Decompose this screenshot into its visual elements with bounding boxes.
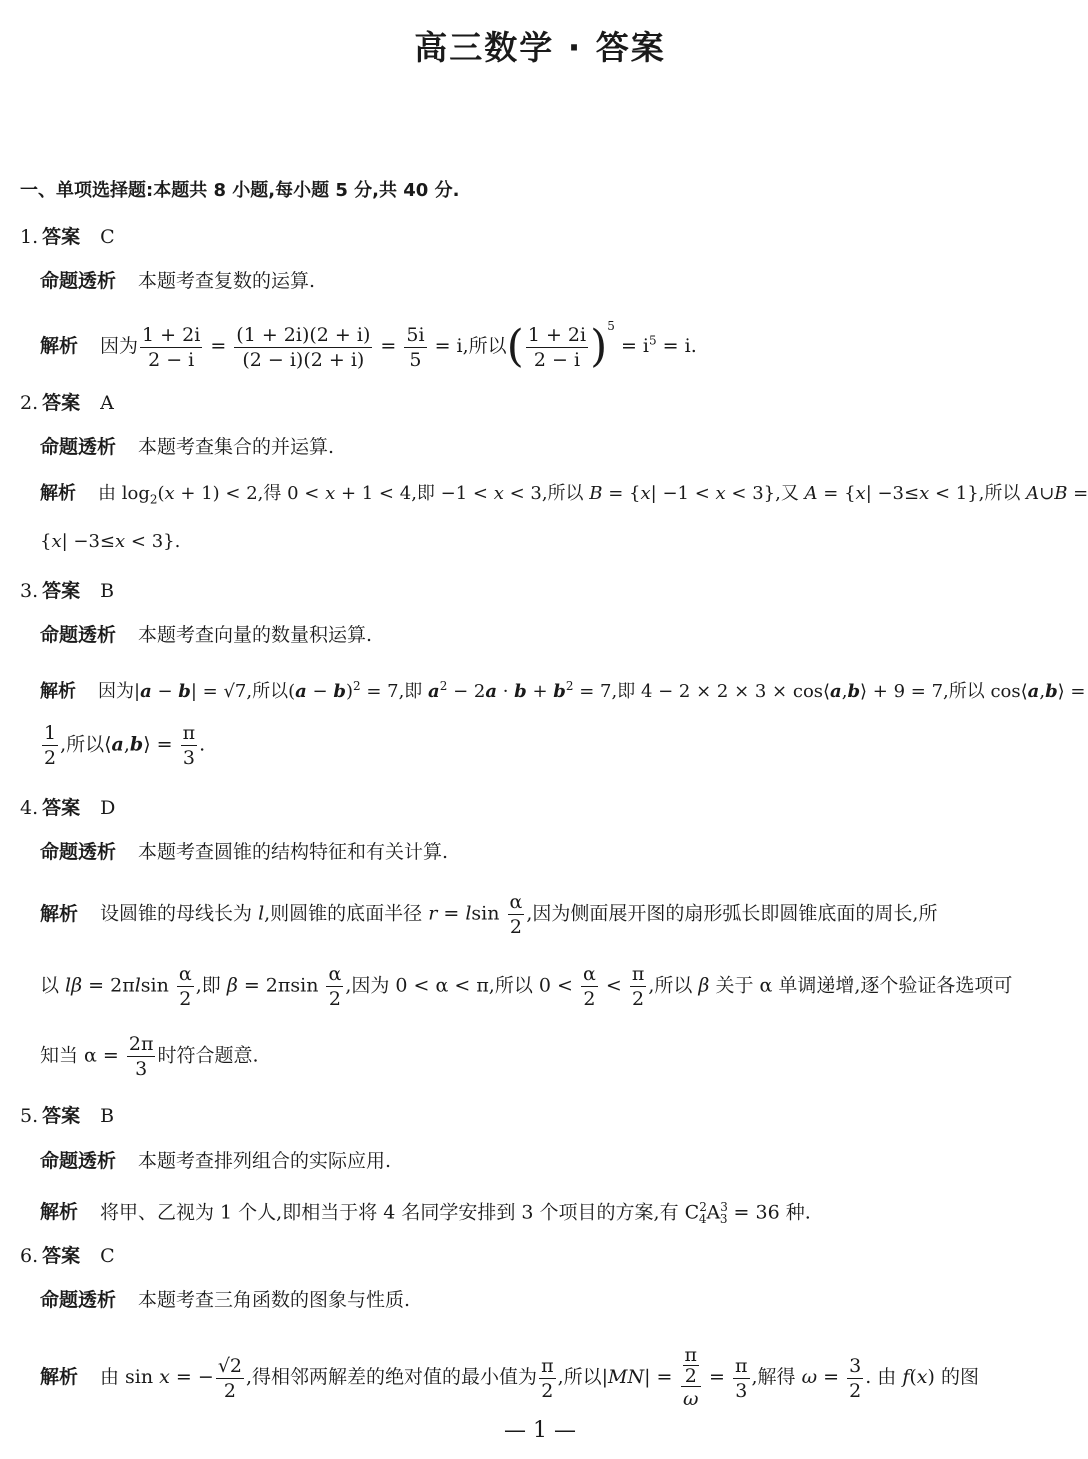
solution-label: 解析 (40, 1201, 79, 1224)
solution-label: 解析 (40, 902, 79, 925)
intent-label: 命题透析 (40, 1289, 117, 1311)
q6-solution: 解析 由 sin x = − $\frac{√2}{2}$ ,得相邻两解差的绝对值的最小值为 $\frac{\pi}{2}$ ,所以|MN| = $\frac{\frac{\pi}{2}}{\omega}$ = $\frac{\pi}{3}$ ,解得 ω = $\frac{3}{2}$ . 由 f(x) 的图 (40, 1344, 979, 1410)
page-number: — 1 — (504, 1418, 576, 1443)
solution-label: 解析 (40, 681, 76, 702)
intent-label: 命题透析 (40, 841, 117, 863)
q1-intent-text: 本题考查复数的运算. (138, 270, 316, 292)
q4-solution-line1: 解析 设圆锥的母线长为 l,则圆锥的底面半径 r = lsin $\frac{\alpha}{2}$ ,因为侧面展开图的扇形弧长即圆锥底面的周长,所 (40, 891, 938, 938)
q4-solution-line2: 以 lβ = 2πlsin $\frac{\alpha}{2}$ ,即 β = 2πsin $\frac{\alpha}{2}$ ,因为 0 < α < π,所以 0 < $\frac{\alpha}{2}$ < $\frac{\pi}{2}$ ,所以 β 关于 α 单调递增,逐个验证各选项可 (40, 963, 1013, 1010)
q4-answer: D (100, 797, 116, 819)
q1-answer-line (20, 222, 115, 249)
answer-label: 答案 (42, 797, 81, 819)
q2-number: 2. (20, 392, 39, 414)
q3-intent (40, 622, 372, 648)
q2-solution-line1: 解析 由 $\log_2(x + 1) < 2$,得 0 < x + 1 < 4,即 −1 < x < 3,所以 B = {x| −1 < x < 3},又 A = {x| −3≤x < 1},所以 A∪B = (40, 483, 1088, 507)
q6-intent (40, 1287, 410, 1313)
q3-solution-line1: 解析 因为|a − b| = √7,所以$(a - b)^2 = 7$,即 $a^2 - 2a \cdot b + b^2 = 7$,即 4 − 2 × 2 × 3 × cos⟨a,b⟩ + 9 = 7,所以 cos⟨a,b⟩ = (40, 679, 1086, 702)
q4-number: 4. (20, 797, 39, 819)
q5-intent (40, 1148, 391, 1174)
answer-label: 答案 (42, 1105, 81, 1127)
answer-label: 答案 (42, 226, 81, 248)
q4-answer-line (20, 793, 115, 820)
q2-intent (40, 434, 334, 460)
solution-label: 解析 (40, 335, 79, 357)
q4-solution-line3: 知当 α = $\frac{2\pi}{3}$ 时符合题意. (40, 1033, 259, 1080)
q5-answer: B (100, 1105, 115, 1127)
answer-label: 答案 (42, 392, 81, 414)
intent-label: 命题透析 (40, 436, 117, 458)
q5-number: 5. (20, 1105, 39, 1127)
intent-label: 命题透析 (40, 1150, 117, 1172)
q4-intent (40, 839, 448, 865)
q2-intent-text: 本题考查集合的并运算. (138, 436, 335, 458)
q1-solution: 解析 因为 $\frac{1 + 2i}{2 - i}$ = $\frac{(1 + 2i)(2 + i)}{(2 - i)(2 + i)}$ = $\frac{5i}{5}$ = i,所以( $\frac{1 + 2i}{2 - i}$ )$^5 = i^5 = i$. (40, 319, 697, 372)
section-heading: 一、单项选择题:本题共 8 小题,每小题 5 分,共 40 分. (20, 180, 460, 201)
q5-solution: 解析 将甲、乙视为 1 个人,即相当于将 4 名同学安排到 3 个项目的方案,有 $C^2_4A^3_3 = 36$ 种. (40, 1200, 811, 1227)
q3-answer-line (20, 576, 114, 603)
q3-solution-line2: $\frac{1}{2}$ ,所以⟨a,b⟩ = $\frac{\pi}{3}$ . (44, 722, 206, 769)
intent-label: 命题透析 (40, 270, 117, 292)
q5-intent-text: 本题考查排列组合的实际应用. (138, 1150, 392, 1172)
q4-intent-text: 本题考查圆锥的结构特征和有关计算. (138, 841, 449, 863)
solution-label: 解析 (40, 483, 76, 504)
solution-label: 解析 (40, 1366, 79, 1388)
page-title: 高三数学 · 答案 (414, 28, 666, 67)
intent-label: 命题透析 (40, 624, 117, 646)
q6-answer: C (100, 1245, 115, 1267)
q3-number: 3. (20, 580, 39, 602)
q1-intent (40, 268, 315, 294)
q3-answer: B (100, 580, 115, 602)
q2-solution-line2: {x| −3≤x < 3}. (40, 531, 181, 552)
q5-answer-line (20, 1101, 114, 1128)
answer-label: 答案 (42, 1245, 81, 1267)
q2-answer: A (100, 392, 114, 414)
q6-number: 6. (20, 1245, 39, 1267)
q6-answer-line (20, 1241, 115, 1268)
q6-intent-text: 本题考查三角函数的图象与性质. (138, 1289, 411, 1311)
answer-label: 答案 (42, 580, 81, 602)
q3-intent-text: 本题考查向量的数量积运算. (138, 624, 373, 646)
q1-number: 1. (20, 226, 39, 248)
q2-answer-line (20, 388, 114, 415)
q1-answer: C (100, 226, 115, 248)
